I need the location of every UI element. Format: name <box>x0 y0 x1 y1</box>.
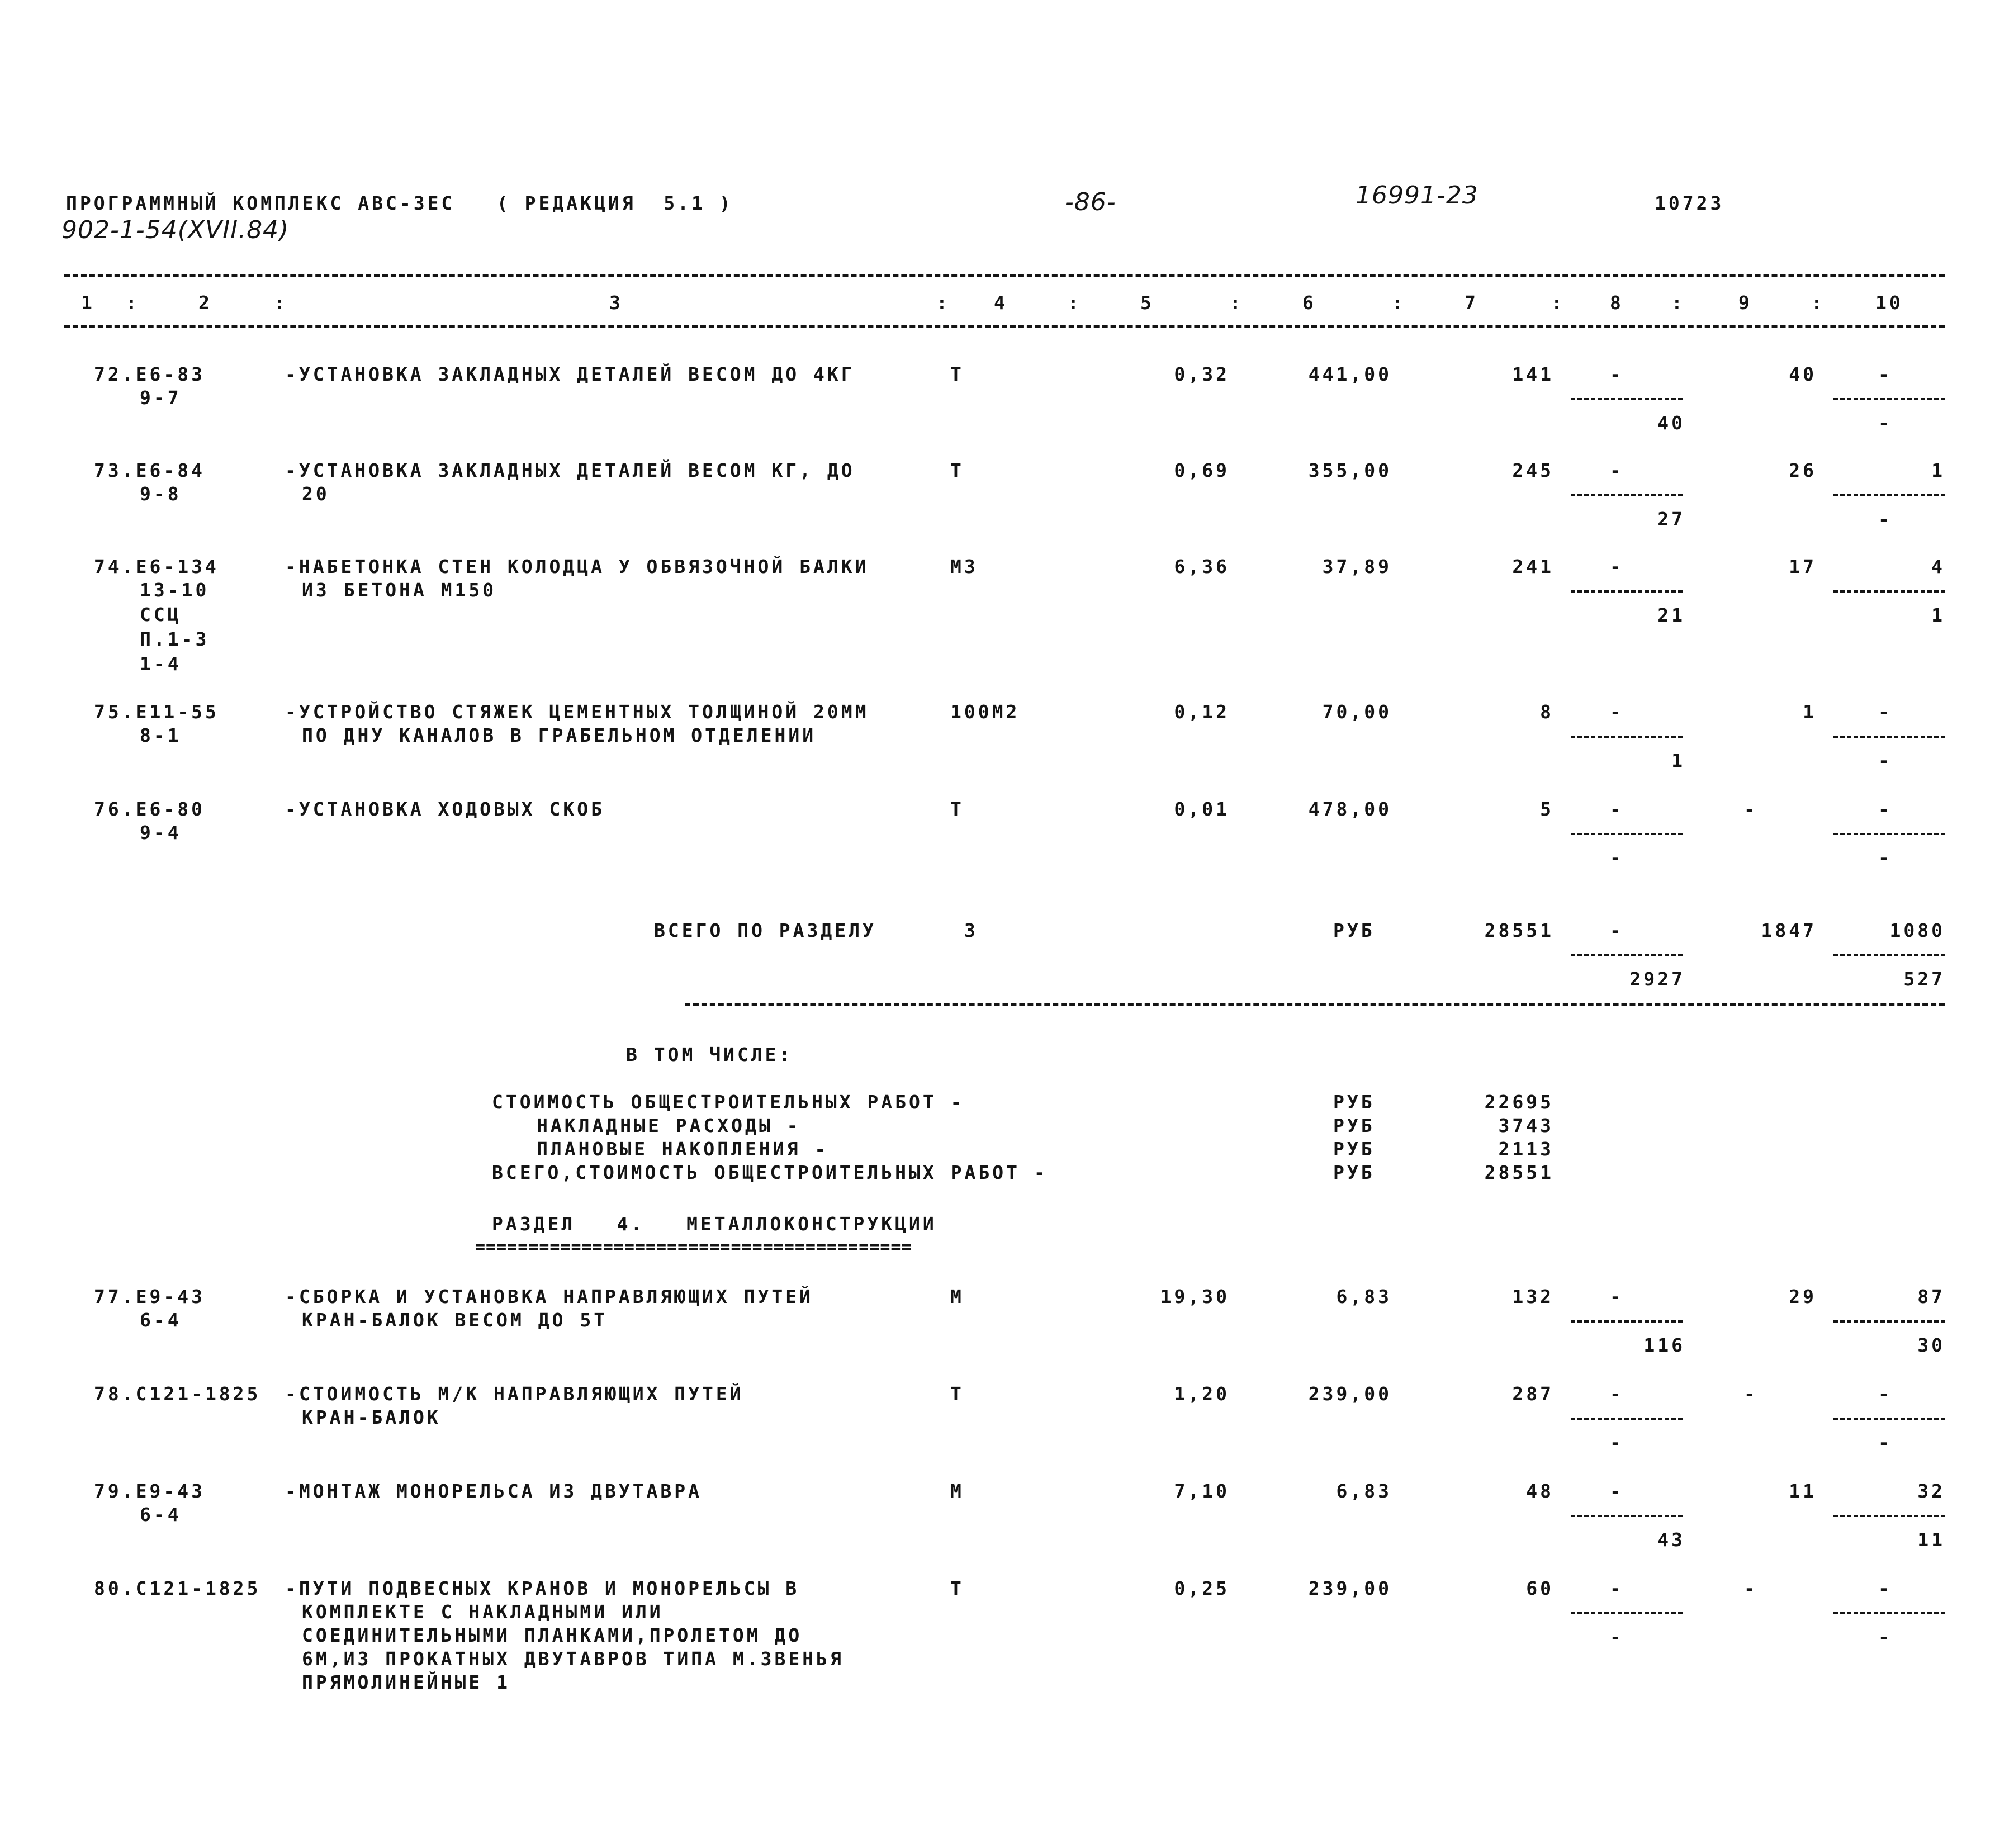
row-total: 245 <box>1512 459 1554 481</box>
row-col9: 17 <box>1789 556 1817 577</box>
breakdown-unit: РУБ <box>1333 1138 1375 1160</box>
fraction-line <box>1571 1320 1683 1323</box>
row-description: -НАБЕТОНКА СТЕН КОЛОДЦА У ОБВЯЗОЧНОЙ БАЛКИ <box>285 556 869 577</box>
column-5: 5 <box>1140 292 1154 314</box>
row-subcode: 13-10 <box>140 579 210 601</box>
row-code: 74.Е6-134 <box>94 556 219 577</box>
row-quantity: 0,32 <box>1174 363 1230 385</box>
row-col9: 11 <box>1789 1480 1817 1502</box>
row-subcode: П.1-3 <box>140 628 210 650</box>
row-col9: 1 <box>1803 701 1817 723</box>
column-4: 4 <box>994 292 1008 314</box>
row-total: 48 <box>1526 1480 1554 1502</box>
row-description: -ПУТИ ПОДВЕСНЫХ КРАНОВ И МОНОРЕЛЬСЫ В <box>285 1577 800 1599</box>
section-total-col10-top: 1080 <box>1889 920 1945 941</box>
column-separator: : <box>1551 292 1565 314</box>
fraction-line <box>1833 736 1945 738</box>
column-1: 1 <box>81 292 95 314</box>
row-description-cont: ПО ДНУ КАНАЛОВ В ГРАБЕЛЬНОМ ОТДЕЛЕНИИ <box>302 724 817 746</box>
fraction-line <box>1571 833 1683 835</box>
row-col8-top: - <box>1610 459 1624 481</box>
page-number: -86- <box>1065 188 1116 216</box>
row-col8-top: - <box>1610 1480 1624 1502</box>
row-unit-price: 239,00 <box>1308 1577 1392 1599</box>
row-col8-bottom: 40 <box>1657 412 1685 434</box>
column-8: 8 <box>1610 292 1624 314</box>
row-quantity: 0,25 <box>1174 1577 1230 1599</box>
row-col8-top: - <box>1610 798 1624 820</box>
row-unit: 100М2 <box>950 701 1020 723</box>
row-unit-price: 6,83 <box>1336 1480 1392 1502</box>
column-2: 2 <box>198 292 212 314</box>
breakdown-label: ВСЕГО,СТОИМОСТЬ ОБЩЕСТРОИТЕЛЬНЫХ РАБОТ - <box>492 1162 1048 1183</box>
row-description-cont: КРАН-БАЛОК ВЕСОМ ДО 5Т <box>302 1309 608 1331</box>
row-col9: - <box>1744 1383 1758 1405</box>
row-unit-price: 239,00 <box>1308 1383 1392 1405</box>
fraction-line <box>1833 398 1945 400</box>
fraction-line <box>1833 494 1945 496</box>
row-total: 132 <box>1512 1286 1554 1307</box>
row-col10-top: - <box>1878 798 1892 820</box>
fraction-line <box>1833 590 1945 593</box>
breakdown-unit: РУБ <box>1333 1115 1375 1136</box>
row-total: 5 <box>1540 798 1554 820</box>
row-col9: 40 <box>1789 363 1817 385</box>
section-total-value: 28551 <box>1484 920 1554 941</box>
row-col10-bottom: - <box>1878 847 1892 869</box>
document-number: 10723 <box>1655 192 1724 214</box>
row-col10-top: 87 <box>1917 1286 1945 1307</box>
fraction-line <box>1571 494 1683 496</box>
row-unit-price: 478,00 <box>1308 798 1392 820</box>
column-7: 7 <box>1465 292 1479 314</box>
row-unit: Т <box>950 798 964 820</box>
header-rule-top <box>64 274 1945 277</box>
breakdown-title: В ТОМ ЧИСЛЕ: <box>626 1044 793 1065</box>
breakdown-unit: РУБ <box>1333 1091 1375 1113</box>
row-quantity: 0,69 <box>1174 459 1230 481</box>
fraction-line <box>1833 1515 1945 1517</box>
row-col8-bottom: - <box>1610 847 1624 869</box>
row-col8-top: - <box>1610 363 1624 385</box>
section-total-col9: 1847 <box>1761 920 1817 941</box>
row-col10-bottom: - <box>1878 508 1892 530</box>
row-unit: Т <box>950 459 964 481</box>
row-col8-bottom: - <box>1610 1626 1624 1648</box>
section-heading: РАЗДЕЛ 4. МЕТАЛЛОКОНСТРУКЦИИ <box>492 1213 937 1235</box>
row-col8-top: - <box>1610 1286 1624 1307</box>
section-total-col8-bottom: 2927 <box>1629 968 1685 990</box>
row-col10-top: - <box>1878 1577 1892 1599</box>
fraction-line <box>1833 954 1945 956</box>
row-subcode: 8-1 <box>140 724 182 746</box>
row-col9: 29 <box>1789 1286 1817 1307</box>
section-total-col8-top: - <box>1610 920 1624 941</box>
row-col10-bottom: - <box>1878 1432 1892 1453</box>
row-total: 60 <box>1526 1577 1554 1599</box>
row-col10-top: 4 <box>1931 556 1945 577</box>
row-code: 77.Е9-43 <box>94 1286 205 1307</box>
row-subcode: ССЦ <box>140 604 182 626</box>
row-total: 287 <box>1512 1383 1554 1405</box>
column-9: 9 <box>1738 292 1752 314</box>
breakdown-label: ПЛАНОВЫЕ НАКОПЛЕНИЯ - <box>537 1138 829 1160</box>
row-code: 78.С121-1825 <box>94 1383 261 1405</box>
row-unit-price: 70,00 <box>1322 701 1392 723</box>
row-col10-bottom: 1 <box>1931 604 1945 626</box>
row-quantity: 6,36 <box>1174 556 1230 577</box>
row-col8-bottom: 43 <box>1657 1529 1685 1551</box>
row-description: -УСТАНОВКА ХОДОВЫХ СКОБ <box>285 798 605 820</box>
breakdown-value: 22695 <box>1484 1091 1554 1113</box>
row-unit: Т <box>950 363 964 385</box>
fraction-line <box>1571 1515 1683 1517</box>
column-10: 10 <box>1875 292 1903 314</box>
row-description: -УСТАНОВКА ЗАКЛАДНЫХ ДЕТАЛЕЙ ВЕСОМ ДО 4КГ <box>285 363 855 385</box>
row-col10-bottom: 11 <box>1917 1529 1945 1551</box>
row-description: -УСТАНОВКА ЗАКЛАДНЫХ ДЕТАЛЕЙ ВЕСОМ КГ, ДО <box>285 459 855 481</box>
breakdown-value: 28551 <box>1484 1162 1554 1183</box>
row-col10-bottom: - <box>1878 750 1892 771</box>
row-subcode: 6-4 <box>140 1504 182 1525</box>
section-total-unit: РУБ <box>1333 920 1375 941</box>
program-title: ПРОГРАММНЫЙ КОМПЛЕКС АВС-3ЕС ( РЕДАКЦИЯ 5.1 ) <box>66 192 733 214</box>
row-col8-top: - <box>1610 1577 1624 1599</box>
row-col8-bottom: 1 <box>1671 750 1685 771</box>
row-col9: 26 <box>1789 459 1817 481</box>
row-col10-bottom: 30 <box>1917 1334 1945 1356</box>
row-col9: - <box>1744 798 1758 820</box>
column-separator: : <box>1068 292 1082 314</box>
section-total-label: ВСЕГО ПО РАЗДЕЛУ <box>654 920 876 941</box>
column-separator: : <box>1392 292 1406 314</box>
row-col10-top: 1 <box>1931 459 1945 481</box>
row-col8-top: - <box>1610 1383 1624 1405</box>
row-description-cont: 6М,ИЗ ПРОКАТНЫХ ДВУТАВРОВ ТИПА М.ЗВЕНЬЯ <box>302 1648 844 1670</box>
section-total-col10-bottom: 527 <box>1903 968 1945 990</box>
column-separator: : <box>1671 292 1685 314</box>
fraction-line <box>1833 833 1945 835</box>
row-col8-bottom: 116 <box>1643 1334 1685 1356</box>
column-separator: : <box>1811 292 1825 314</box>
row-unit: М <box>950 1480 964 1502</box>
row-col8-bottom: 21 <box>1657 604 1685 626</box>
fraction-line <box>1571 736 1683 738</box>
row-description: -УСТРОЙСТВО СТЯЖЕК ЦЕМЕНТНЫХ ТОЛЩИНОЙ 20ММ <box>285 701 869 723</box>
fraction-line <box>1571 1612 1683 1614</box>
column-separator: : <box>274 292 288 314</box>
fraction-line <box>1571 398 1683 400</box>
row-col8-top: - <box>1610 556 1624 577</box>
row-code: 79.Е9-43 <box>94 1480 205 1502</box>
row-description-cont: ИЗ БЕТОНА М150 <box>302 579 497 601</box>
row-unit: М <box>950 1286 964 1307</box>
fraction-line <box>1571 1418 1683 1420</box>
row-unit-price: 37,89 <box>1322 556 1392 577</box>
row-unit: М3 <box>950 556 978 577</box>
row-col10-top: - <box>1878 1383 1892 1405</box>
breakdown-unit: РУБ <box>1333 1162 1375 1183</box>
row-code: 76.Е6-80 <box>94 798 205 820</box>
fraction-line <box>1833 1320 1945 1323</box>
breakdown-label: СТОИМОСТЬ ОБЩЕСТРОИТЕЛЬНЫХ РАБОТ - <box>492 1091 965 1113</box>
section-total-number: 3 <box>964 920 978 941</box>
row-col8-bottom: 27 <box>1657 508 1685 530</box>
fraction-line <box>1833 1612 1945 1614</box>
section-total-rule <box>685 1003 1945 1006</box>
row-code: 72.Е6-83 <box>94 363 205 385</box>
row-code: 73.Е6-84 <box>94 459 205 481</box>
row-subcode: 6-4 <box>140 1309 182 1331</box>
fraction-line <box>1571 954 1683 956</box>
section-underline: ========================================= <box>475 1238 912 1257</box>
row-subcode: 9-8 <box>140 483 182 505</box>
row-quantity: 0,12 <box>1174 701 1230 723</box>
breakdown-value: 3743 <box>1498 1115 1554 1136</box>
row-subcode: 1-4 <box>140 653 182 675</box>
row-col10-bottom: - <box>1878 412 1892 434</box>
row-quantity: 0,01 <box>1174 798 1230 820</box>
row-unit: Т <box>950 1577 964 1599</box>
row-col8-top: - <box>1610 701 1624 723</box>
row-description: -МОНТАЖ МОНОРЕЛЬСА ИЗ ДВУТАВРА <box>285 1480 703 1502</box>
row-description-cont: ПРЯМОЛИНЕЙНЫЕ 1 <box>302 1671 511 1693</box>
column-3: 3 <box>609 292 623 314</box>
fraction-line <box>1571 590 1683 593</box>
row-total: 241 <box>1512 556 1554 577</box>
row-code: 75.Е11-55 <box>94 701 219 723</box>
row-col10-top: - <box>1878 363 1892 385</box>
row-subcode: 9-7 <box>140 387 182 409</box>
row-quantity: 19,30 <box>1160 1286 1230 1307</box>
column-separator: : <box>1230 292 1244 314</box>
row-subcode: 9-4 <box>140 822 182 844</box>
column-6: 6 <box>1302 292 1316 314</box>
row-col9: - <box>1744 1577 1758 1599</box>
registry-number: 16991-23 <box>1356 181 1479 210</box>
breakdown-value: 2113 <box>1498 1138 1554 1160</box>
row-col10-top: - <box>1878 701 1892 723</box>
header-rule-bottom <box>64 325 1945 328</box>
row-description-cont: КРАН-БАЛОК <box>302 1406 441 1428</box>
row-description-cont: 20 <box>302 483 330 505</box>
fraction-line <box>1833 1418 1945 1420</box>
column-separator: : <box>126 292 140 314</box>
document-code: 902-1-54(XVII.84) <box>61 216 290 244</box>
row-description: -СБОРКА И УСТАНОВКА НАПРАВЛЯЮЩИХ ПУТЕЙ <box>285 1286 813 1307</box>
row-unit-price: 441,00 <box>1308 363 1392 385</box>
row-description-cont: КОМПЛЕКТЕ С НАКЛАДНЫМИ ИЛИ <box>302 1601 664 1623</box>
row-unit: Т <box>950 1383 964 1405</box>
row-total: 141 <box>1512 363 1554 385</box>
row-col10-top: 32 <box>1917 1480 1945 1502</box>
row-quantity: 1,20 <box>1174 1383 1230 1405</box>
row-col8-bottom: - <box>1610 1432 1624 1453</box>
row-description: -СТОИМОСТЬ М/К НАПРАВЛЯЮЩИХ ПУТЕЙ <box>285 1383 744 1405</box>
row-code: 80.С121-1825 <box>94 1577 261 1599</box>
row-unit-price: 6,83 <box>1336 1286 1392 1307</box>
column-separator: : <box>936 292 950 314</box>
row-description-cont: СОЕДИНИТЕЛЬНЫМИ ПЛАНКАМИ,ПРОЛЕТОМ ДО <box>302 1624 803 1646</box>
row-unit-price: 355,00 <box>1308 459 1392 481</box>
row-quantity: 7,10 <box>1174 1480 1230 1502</box>
row-total: 8 <box>1540 701 1554 723</box>
row-col10-bottom: - <box>1878 1626 1892 1648</box>
breakdown-label: НАКЛАДНЫЕ РАСХОДЫ - <box>537 1115 801 1136</box>
